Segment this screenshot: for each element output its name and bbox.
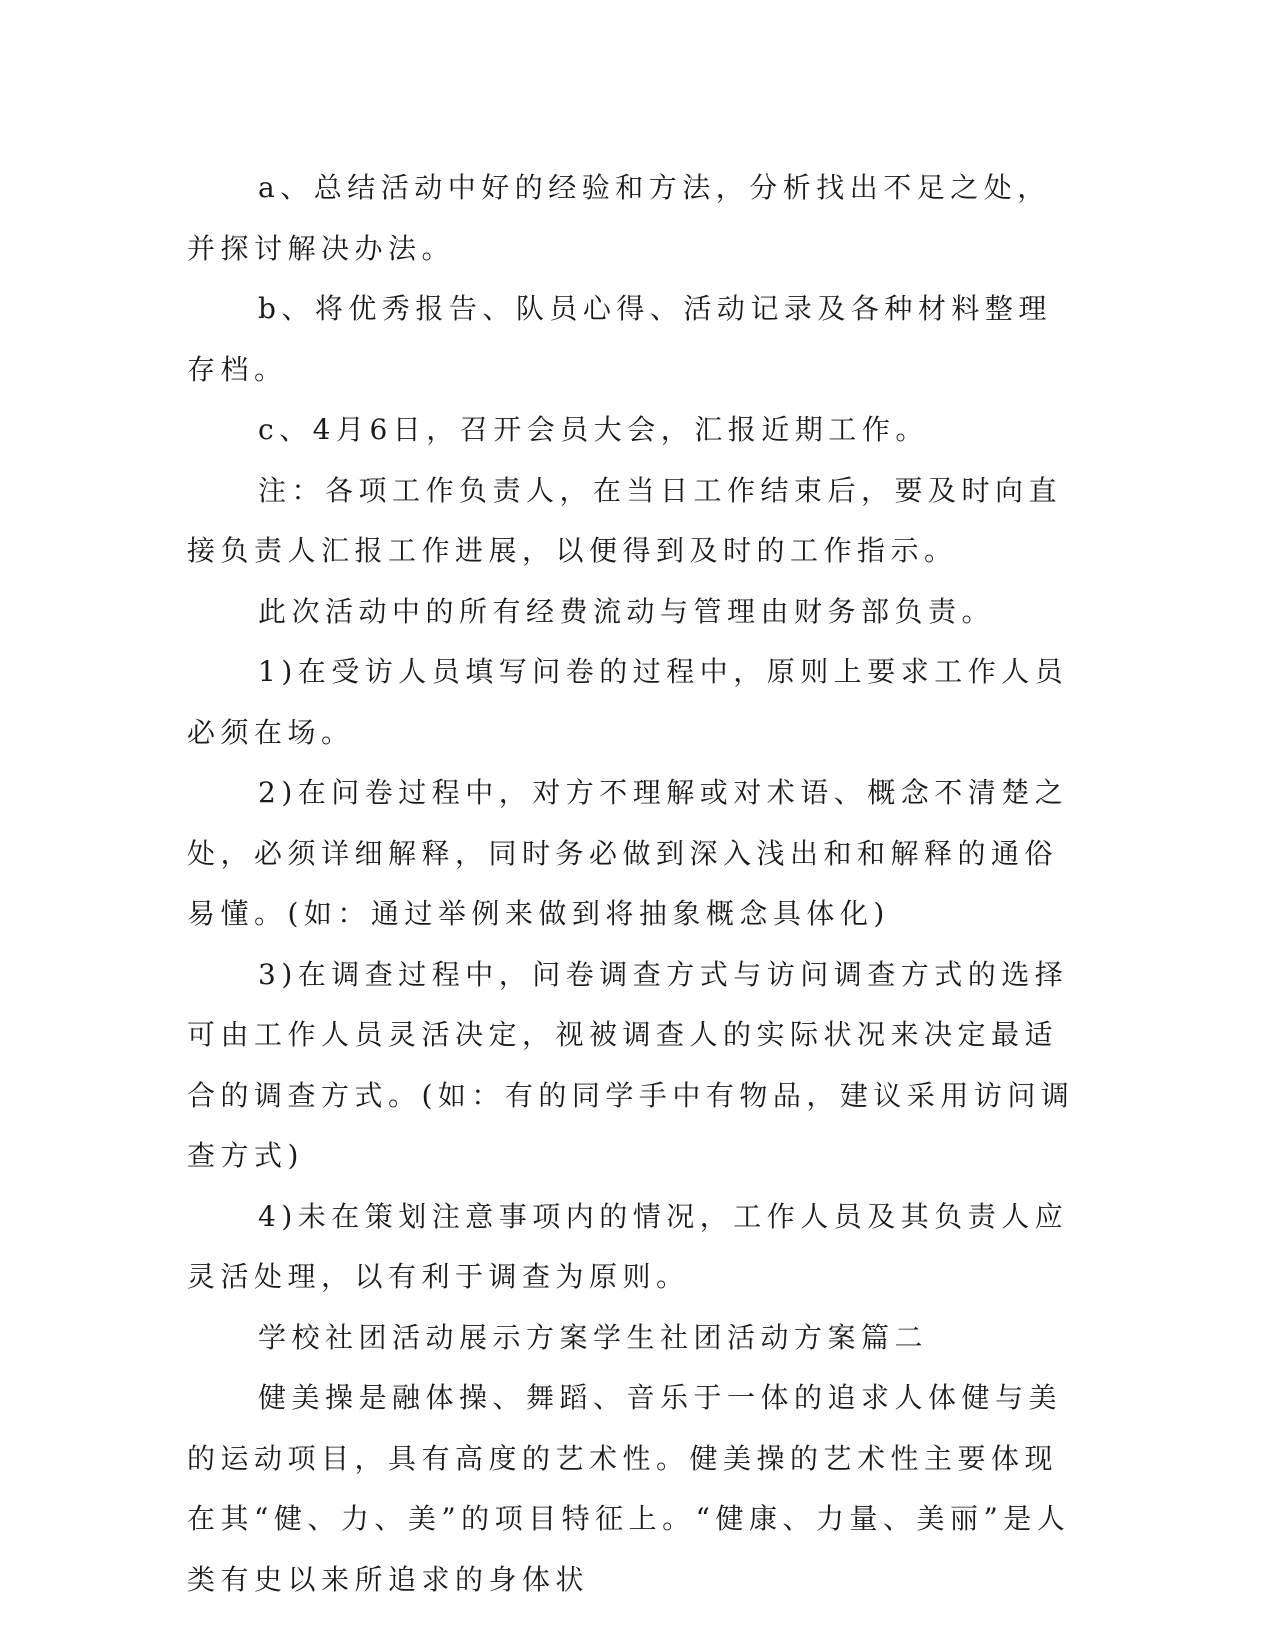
section-heading: 学校社团活动展示方案学生社团活动方案篇二 [258, 1320, 929, 1354]
paragraph-item-1: 1)在受访人员填写问卷的过程中，原则上要求工作人员必须在场。 [187, 655, 1069, 749]
paragraph-item-4: 4)未在策划注意事项内的情况，工作人员及其负责人应灵活处理，以有利于调查为原则。 [187, 1199, 1069, 1293]
paragraph-meeting: c、4月6日，召开会员大会，汇报近期工作。 [258, 413, 929, 446]
paragraph-note: 注：各项工作负责人，在当日工作结束后，要及时向直接负责人汇报工作进展，以便得到及时的工作指示。 [187, 473, 1063, 567]
paragraph-item-2: 2)在问卷过程中，对方不理解或对术语、概念不清楚之处，必须详细解释，同时务必做到深入浅出和和解释的通俗易懂。(如：通过举例来做到将抽象概念具体化) [187, 776, 1069, 930]
paragraph-item-3: 3)在调查过程中，问卷调查方式与访问调查方式的选择可由工作人员灵活决定，视被调查人的实际状况来决定最适合的调查方式。(如：有的同学手中有物品，建议采用访问调查方式) [187, 957, 1075, 1172]
paragraph-finance: 此次活动中的所有经费流动与管理由财务部负责。 [258, 594, 996, 628]
paragraph-archive: b、将优秀报告、队员心得、活动记录及各种材料整理存档。 [187, 292, 1052, 386]
paragraph-aerobics: 健美操是融体操、舞蹈、音乐于一体的追求人体健与美的运动项目，具有高度的艺术性。健美操的艺术性主要体现在其“健、力、美”的项目特征上。“健康、力量、美丽”是人类有史以来所追求的身体状 [187, 1381, 1071, 1596]
paragraph-summary: a、总结活动中好的经验和方法，分析找出不足之处，并探讨解决办法。 [187, 171, 1051, 265]
document-body [187, 158, 1077, 1610]
